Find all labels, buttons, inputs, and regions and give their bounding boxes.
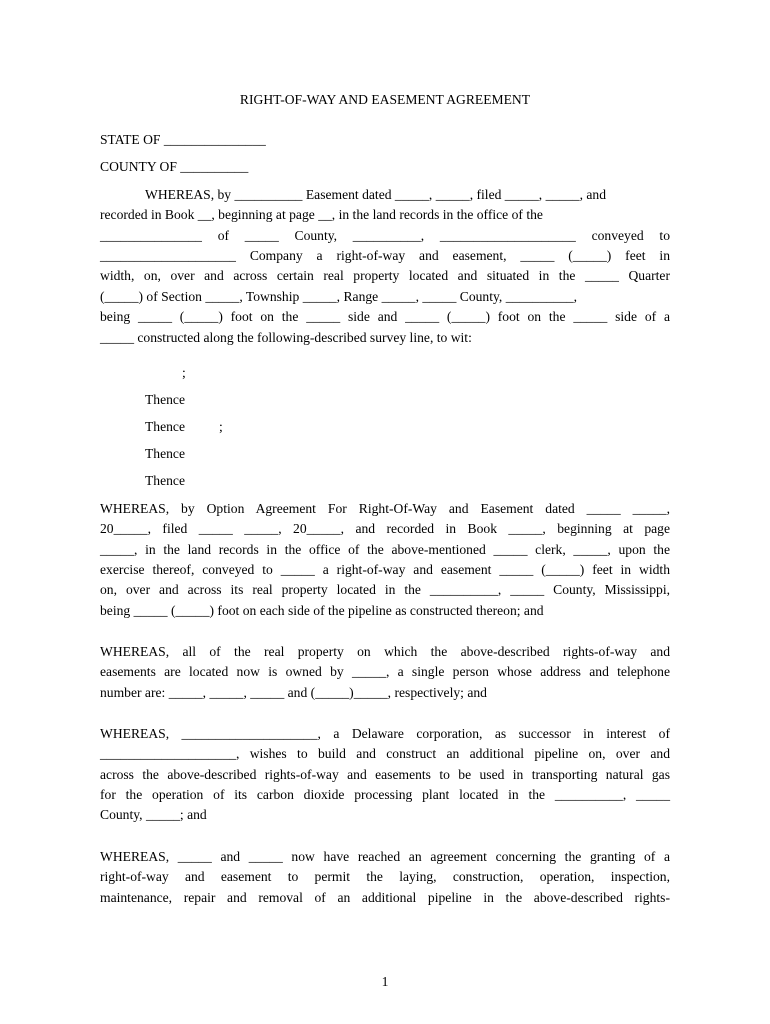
recital-5-line: right-of-way and easement to permit the laying, construction, operation, inspection, xyxy=(100,869,670,884)
document-title: RIGHT-OF-WAY AND EASEMENT AGREEMENT xyxy=(239,92,531,107)
recital-1-line: width, on, over and across certain real property located and situated in the _____ Quarter xyxy=(100,268,670,283)
recital-1-line: being _____ (_____) foot on the _____ side and _____ (_____) foot on the _____ side of a xyxy=(100,309,670,324)
recital-2-line: WHEREAS, by Option Agreement For Right-Of-Way and Easement dated _____ _____, xyxy=(100,501,670,516)
thence-line: Thence xyxy=(145,392,185,407)
thence-line: Thence xyxy=(145,473,185,488)
state-field: STATE OF _______________ xyxy=(100,132,266,147)
recital-4-line: County, _____; and xyxy=(100,807,207,822)
recital-5-line: WHEREAS, _____ and _____ now have reached an agreement concerning the granting of a xyxy=(100,849,670,864)
recital-2-line: on, over and across its real property located in the __________, _____ County, Mississippi, xyxy=(100,582,670,597)
recital-2-line: being _____ (_____) foot on each side of the pipeline as constructed thereon; and xyxy=(100,603,544,618)
recital-1-line: _______________ of _____ County, __________, ____________________ conveyed to xyxy=(100,228,670,243)
thence-line: Thence xyxy=(145,446,185,461)
recital-4-line: across the above-described rights-of-way and easements to be used in transporting natural gas xyxy=(100,767,670,782)
recital-1-line: _____ constructed along the following-described survey line, to wit: xyxy=(100,330,472,345)
recital-4-line: WHEREAS, ____________________, a Delaware corporation, as successor in interest of xyxy=(100,726,670,741)
recital-3-line: easements are located now is owned by _____, a single person whose address and telephone xyxy=(100,664,670,679)
recital-1-line: ____________________ Company a right-of-way and easement, _____ (_____) feet in xyxy=(100,248,670,263)
recital-3-line: WHEREAS, all of the real property on which the above-described rights-of-way and xyxy=(100,644,670,659)
recital-2-line: 20_____, filed _____ _____, 20_____, and recorded in Book _____, beginning at page xyxy=(100,521,670,536)
survey-semicolon: ; xyxy=(182,365,186,380)
recital-4-line: ____________________, wishes to build and construct an additional pipeline on, over and xyxy=(100,746,670,761)
recital-1-line: (_____) of Section _____, Township _____, Range _____, _____ County, __________, xyxy=(100,289,578,304)
recital-4-line: for the operation of its carbon dioxide processing plant located in the __________, _____ xyxy=(100,787,670,802)
page-number: 1 xyxy=(381,974,389,989)
thence-line: Thence ; xyxy=(145,419,223,434)
county-field: COUNTY OF __________ xyxy=(100,159,249,174)
recital-1-line: recorded in Book __, beginning at page __, in the land records in the office of the xyxy=(100,207,543,222)
recital-5-line: maintenance, repair and removal of an additional pipeline in the above-described rights- xyxy=(100,890,670,905)
recital-2-line: exercise thereof, conveyed to _____ a right-of-way and easement _____ (_____) feet in width xyxy=(100,562,670,577)
recital-2-line: _____, in the land records in the office of the above-mentioned _____ clerk, _____, upon the xyxy=(100,542,670,557)
recital-1-line: WHEREAS, by __________ Easement dated _____, _____, filed _____, _____, and xyxy=(145,187,606,202)
recital-3-line: number are: _____, _____, _____ and (_____)_____, respectively; and xyxy=(100,685,487,700)
